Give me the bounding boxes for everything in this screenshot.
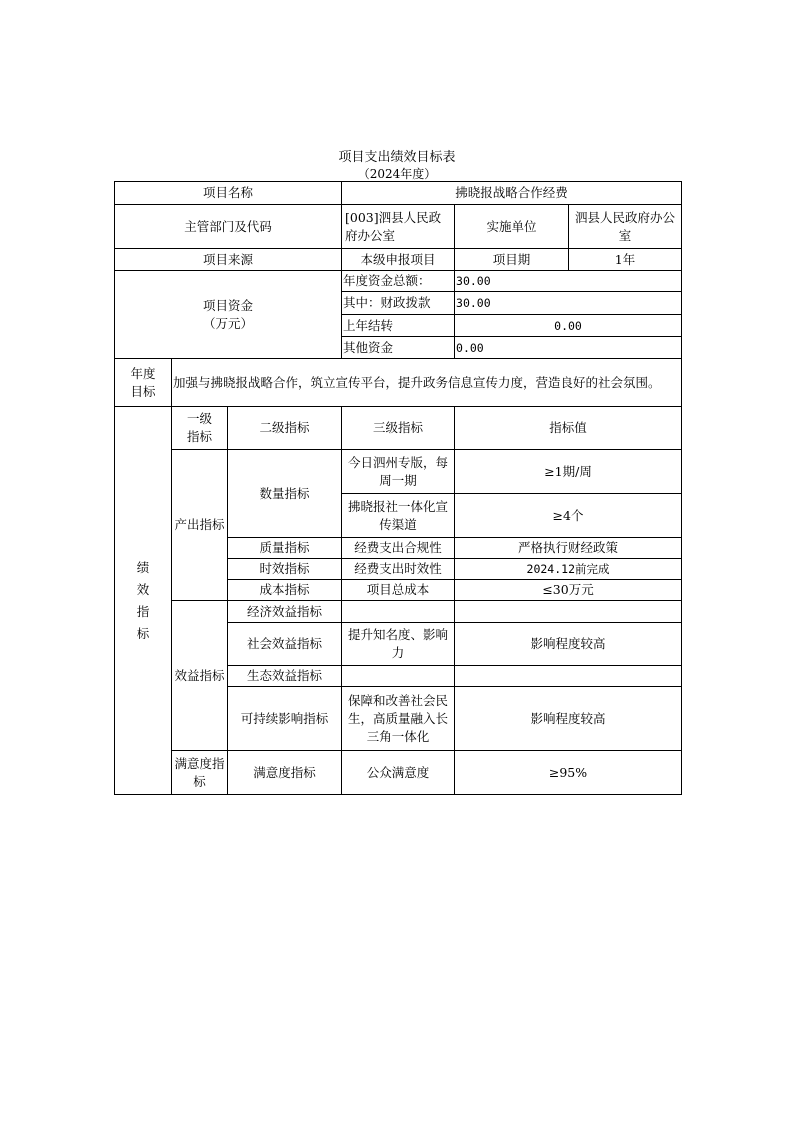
funds-other-label: 其他资金 xyxy=(342,337,455,359)
header-level2: 二级指标 xyxy=(228,407,342,450)
indicator-value-empty xyxy=(455,601,682,623)
funds-other-value: 0.00 xyxy=(455,337,682,359)
performance-target-table xyxy=(114,181,682,795)
source-label: 项目来源 xyxy=(115,249,342,271)
indicators-section-label xyxy=(115,407,172,795)
indicator-name-empty xyxy=(342,601,455,623)
indicator-value: ≥4个 xyxy=(455,494,682,538)
indicator-value: 严格执行财经政策 xyxy=(455,538,682,559)
indicator-name: 公众满意度 xyxy=(342,751,455,795)
goal-label xyxy=(115,359,172,407)
section-char: 标 xyxy=(136,625,150,641)
indicator-value-empty xyxy=(455,666,682,687)
funds-unit-text: （万元） xyxy=(202,315,253,331)
ecological-benefit-indicator: 生态效益指标 xyxy=(228,666,342,687)
benefit-indicators-label: 效益指标 xyxy=(172,601,228,751)
indicator-value: ≥95% xyxy=(455,751,682,795)
table-year: （2024年度） xyxy=(357,167,437,181)
goal-label-line1: 年度 xyxy=(130,365,156,381)
satisfaction-indicators-label: 满意度指标 xyxy=(172,751,228,795)
funds-label xyxy=(115,271,342,359)
indicator-name: 提升知名度、影响力 xyxy=(342,623,455,666)
funds-carry-value: 0.00 xyxy=(455,315,682,337)
section-char: 指 xyxy=(136,603,150,619)
indicator-value: 影响程度较高 xyxy=(455,623,682,666)
quantity-indicator: 数量指标 xyxy=(228,450,342,538)
sustainable-impact-indicator: 可持续影响指标 xyxy=(228,687,342,751)
section-char: 效 xyxy=(136,581,150,597)
project-name-value: 拂晓报战略合作经费 xyxy=(342,182,682,205)
header-value: 指标值 xyxy=(455,407,682,450)
dept-value: [003]泗县人民政府办公室 xyxy=(342,205,455,249)
indicator-name: 拂晓报社一体化宣传渠道 xyxy=(342,494,455,538)
impl-unit-label: 实施单位 xyxy=(455,205,569,249)
timeliness-indicator: 时效指标 xyxy=(228,559,342,580)
social-benefit-indicator: 社会效益指标 xyxy=(228,623,342,666)
dept-label: 主管部门及代码 xyxy=(115,205,342,249)
funds-label-text: 项目资金 xyxy=(202,297,253,313)
cost-indicator: 成本指标 xyxy=(228,580,342,601)
funds-fiscal-value: 30.00 xyxy=(455,292,682,315)
funds-carry-label: 上年结转 xyxy=(342,315,455,337)
source-value: 本级申报项目 xyxy=(342,249,455,271)
goal-label-line2: 目标 xyxy=(130,383,156,399)
funds-total-label: 年度资金总额： xyxy=(342,271,455,292)
section-char: 绩 xyxy=(136,559,150,575)
indicator-name: 保障和改善社会民生，高质量融入长三角一体化 xyxy=(342,687,455,751)
indicator-name: 经费支出合规性 xyxy=(342,538,455,559)
funds-total-value: 30.00 xyxy=(455,271,682,292)
project-name-label: 项目名称 xyxy=(115,182,342,205)
indicator-value: ≤30万元 xyxy=(455,580,682,601)
period-value: 1年 xyxy=(569,249,682,271)
quality-indicator: 质量指标 xyxy=(228,538,342,559)
period-label: 项目期 xyxy=(455,249,569,271)
economic-benefit-indicator: 经济效益指标 xyxy=(228,601,342,623)
indicator-value: 2024.12前完成 xyxy=(455,559,682,580)
output-indicators-label: 产出指标 xyxy=(172,450,228,601)
satisfaction-level2: 满意度指标 xyxy=(228,751,342,795)
table-title: 项目支出绩效目标表 xyxy=(338,150,456,165)
funds-fiscal-label: 其中：财政拨款 xyxy=(342,292,455,315)
indicator-name-empty xyxy=(342,666,455,687)
header-level1: 一级 指标 xyxy=(172,407,228,450)
indicator-name: 今日泗州专版，每周一期 xyxy=(342,450,455,494)
indicator-value: ≥1期/周 xyxy=(455,450,682,494)
impl-unit-value: 泗县人民政府办公室 xyxy=(569,205,682,249)
indicator-name: 经费支出时效性 xyxy=(342,559,455,580)
goal-text: 加强与拂晓报战略合作，筑立宣传平台，提升政务信息宣传力度，营造良好的社会氛围。 xyxy=(172,359,682,407)
indicator-value: 影响程度较高 xyxy=(455,687,682,751)
header-level3: 三级指标 xyxy=(342,407,455,450)
indicator-name: 项目总成本 xyxy=(342,580,455,601)
